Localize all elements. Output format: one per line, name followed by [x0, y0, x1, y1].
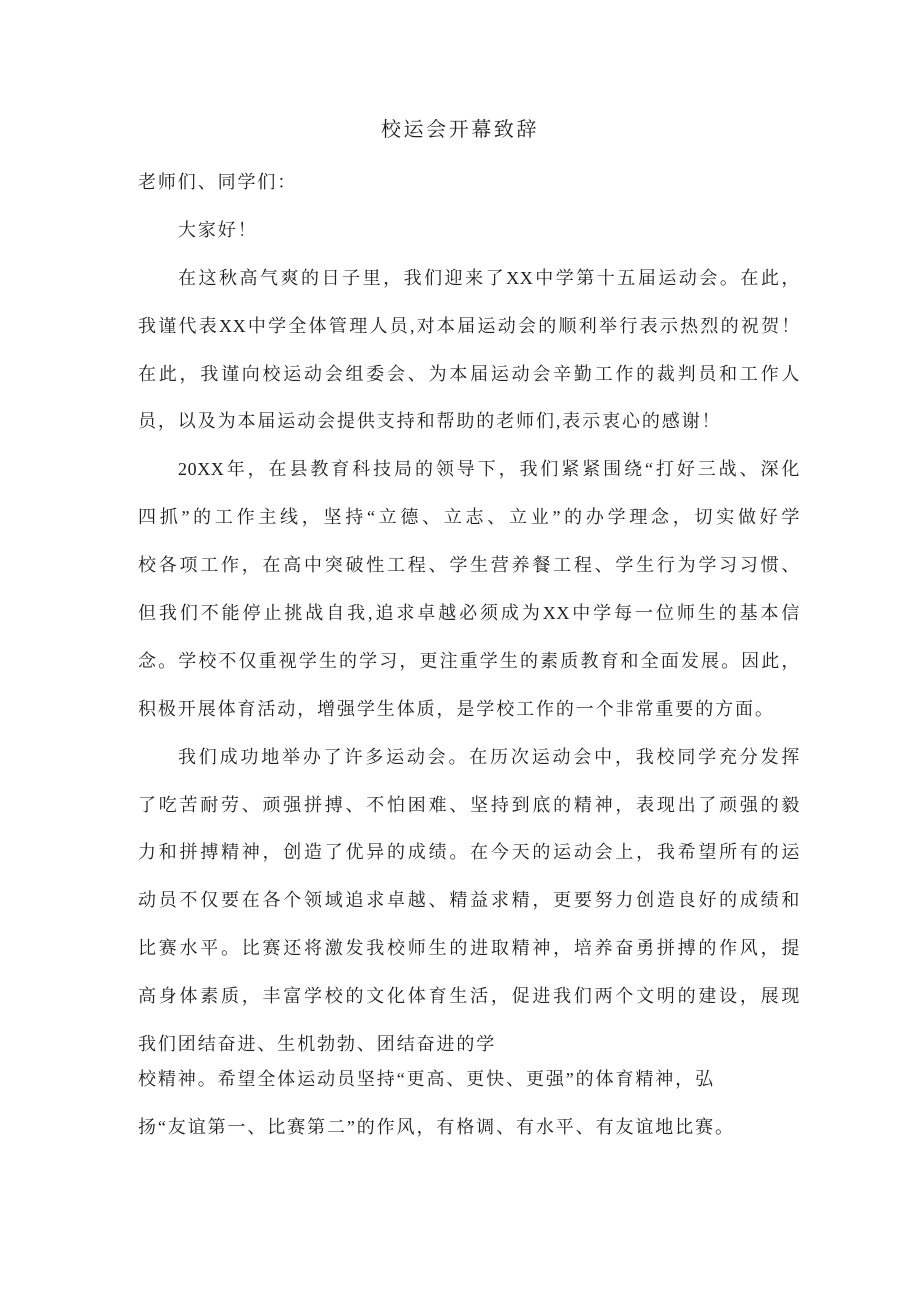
salutation: 老师们、同学们： [138, 172, 298, 192]
paragraph-line: 我谨代表XX中学全体管理人员,对本届运动会的顺利举行表示热烈的祝贺！ [138, 315, 800, 336]
paragraph-line: 在这秋高气爽的日子里，我们迎来了XX中学第十五届运动会。在此， [178, 267, 800, 288]
paragraph-line: 我们团结奋进、生机勃勃、团结奋进的学 [138, 1034, 497, 1055]
paragraph-line: 高身体素质，丰富学校的文化体育生活，促进我们两个文明的建设，展现 [138, 986, 800, 1007]
paragraph-line: 扬“友谊第一、比赛第二”的作风，有格调、有水平、有友谊地比赛。 [138, 1116, 735, 1137]
paragraph-line: 力和拼搏精神，创造了优异的成绩。在今天的运动会上，我希望所有的运 [138, 842, 800, 863]
paragraph-line: 但我们不能停止挑战自我,追求卓越必须成为XX中学每一位师生的基本信 [138, 603, 800, 624]
paragraph-line: 动员不仅要在各个领域追求卓越、精益求精，更要努力创造良好的成绩和 [138, 890, 800, 911]
greeting: 大家好！ [178, 219, 258, 240]
document-body [138, 159, 800, 1152]
paragraph-line: 20XX年，在县教育科技局的领导下，我们紧紧围绕“打好三战、深化 [178, 459, 800, 480]
paragraph-line: 比赛水平。比赛还将激发我校师生的进取精神，培养奋勇拼搏的作风，提 [138, 938, 800, 959]
paragraph-line: 员，以及为本届运动会提供支持和帮助的老师们,表示衷心的感谢！ [138, 411, 722, 432]
paragraph-1 [138, 255, 800, 447]
paragraph-3 [138, 734, 800, 1152]
paragraph-line: 了吃苦耐劳、顽强拼搏、不怕困难、坚持到底的精神，表现出了顽强的毅 [138, 794, 800, 815]
paragraph-line: 校精神。希望全体运动员坚持“更高、更快、更强”的体育精神，弘 [138, 1069, 715, 1090]
document-title: 校运会开幕致辞 [380, 119, 540, 141]
paragraph-2 [138, 446, 800, 733]
paragraph-line: 我们成功地举办了许多运动会。在历次运动会中，我校同学充分发挥 [178, 746, 800, 767]
paragraph-line: 积极开展体育活动，增强学生体质，是学校工作的一个非常重要的方面。 [138, 698, 775, 719]
paragraph-line: 四抓”的工作主线，坚持“立德、立志、立业”的办学理念，切实做好学 [138, 507, 800, 528]
paragraph-line: 在此，我谨向校运动会组委会、为本届运动会辛勤工作的裁判员和工作人 [138, 363, 800, 384]
paragraph-line: 念。学校不仅重视学生的学习，更注重学生的素质教育和全面发展。因此， [138, 650, 800, 671]
paragraph-line: 校各项工作，在高中突破性工程、学生营养餐工程、学生行为学习习惯、 [138, 555, 800, 576]
